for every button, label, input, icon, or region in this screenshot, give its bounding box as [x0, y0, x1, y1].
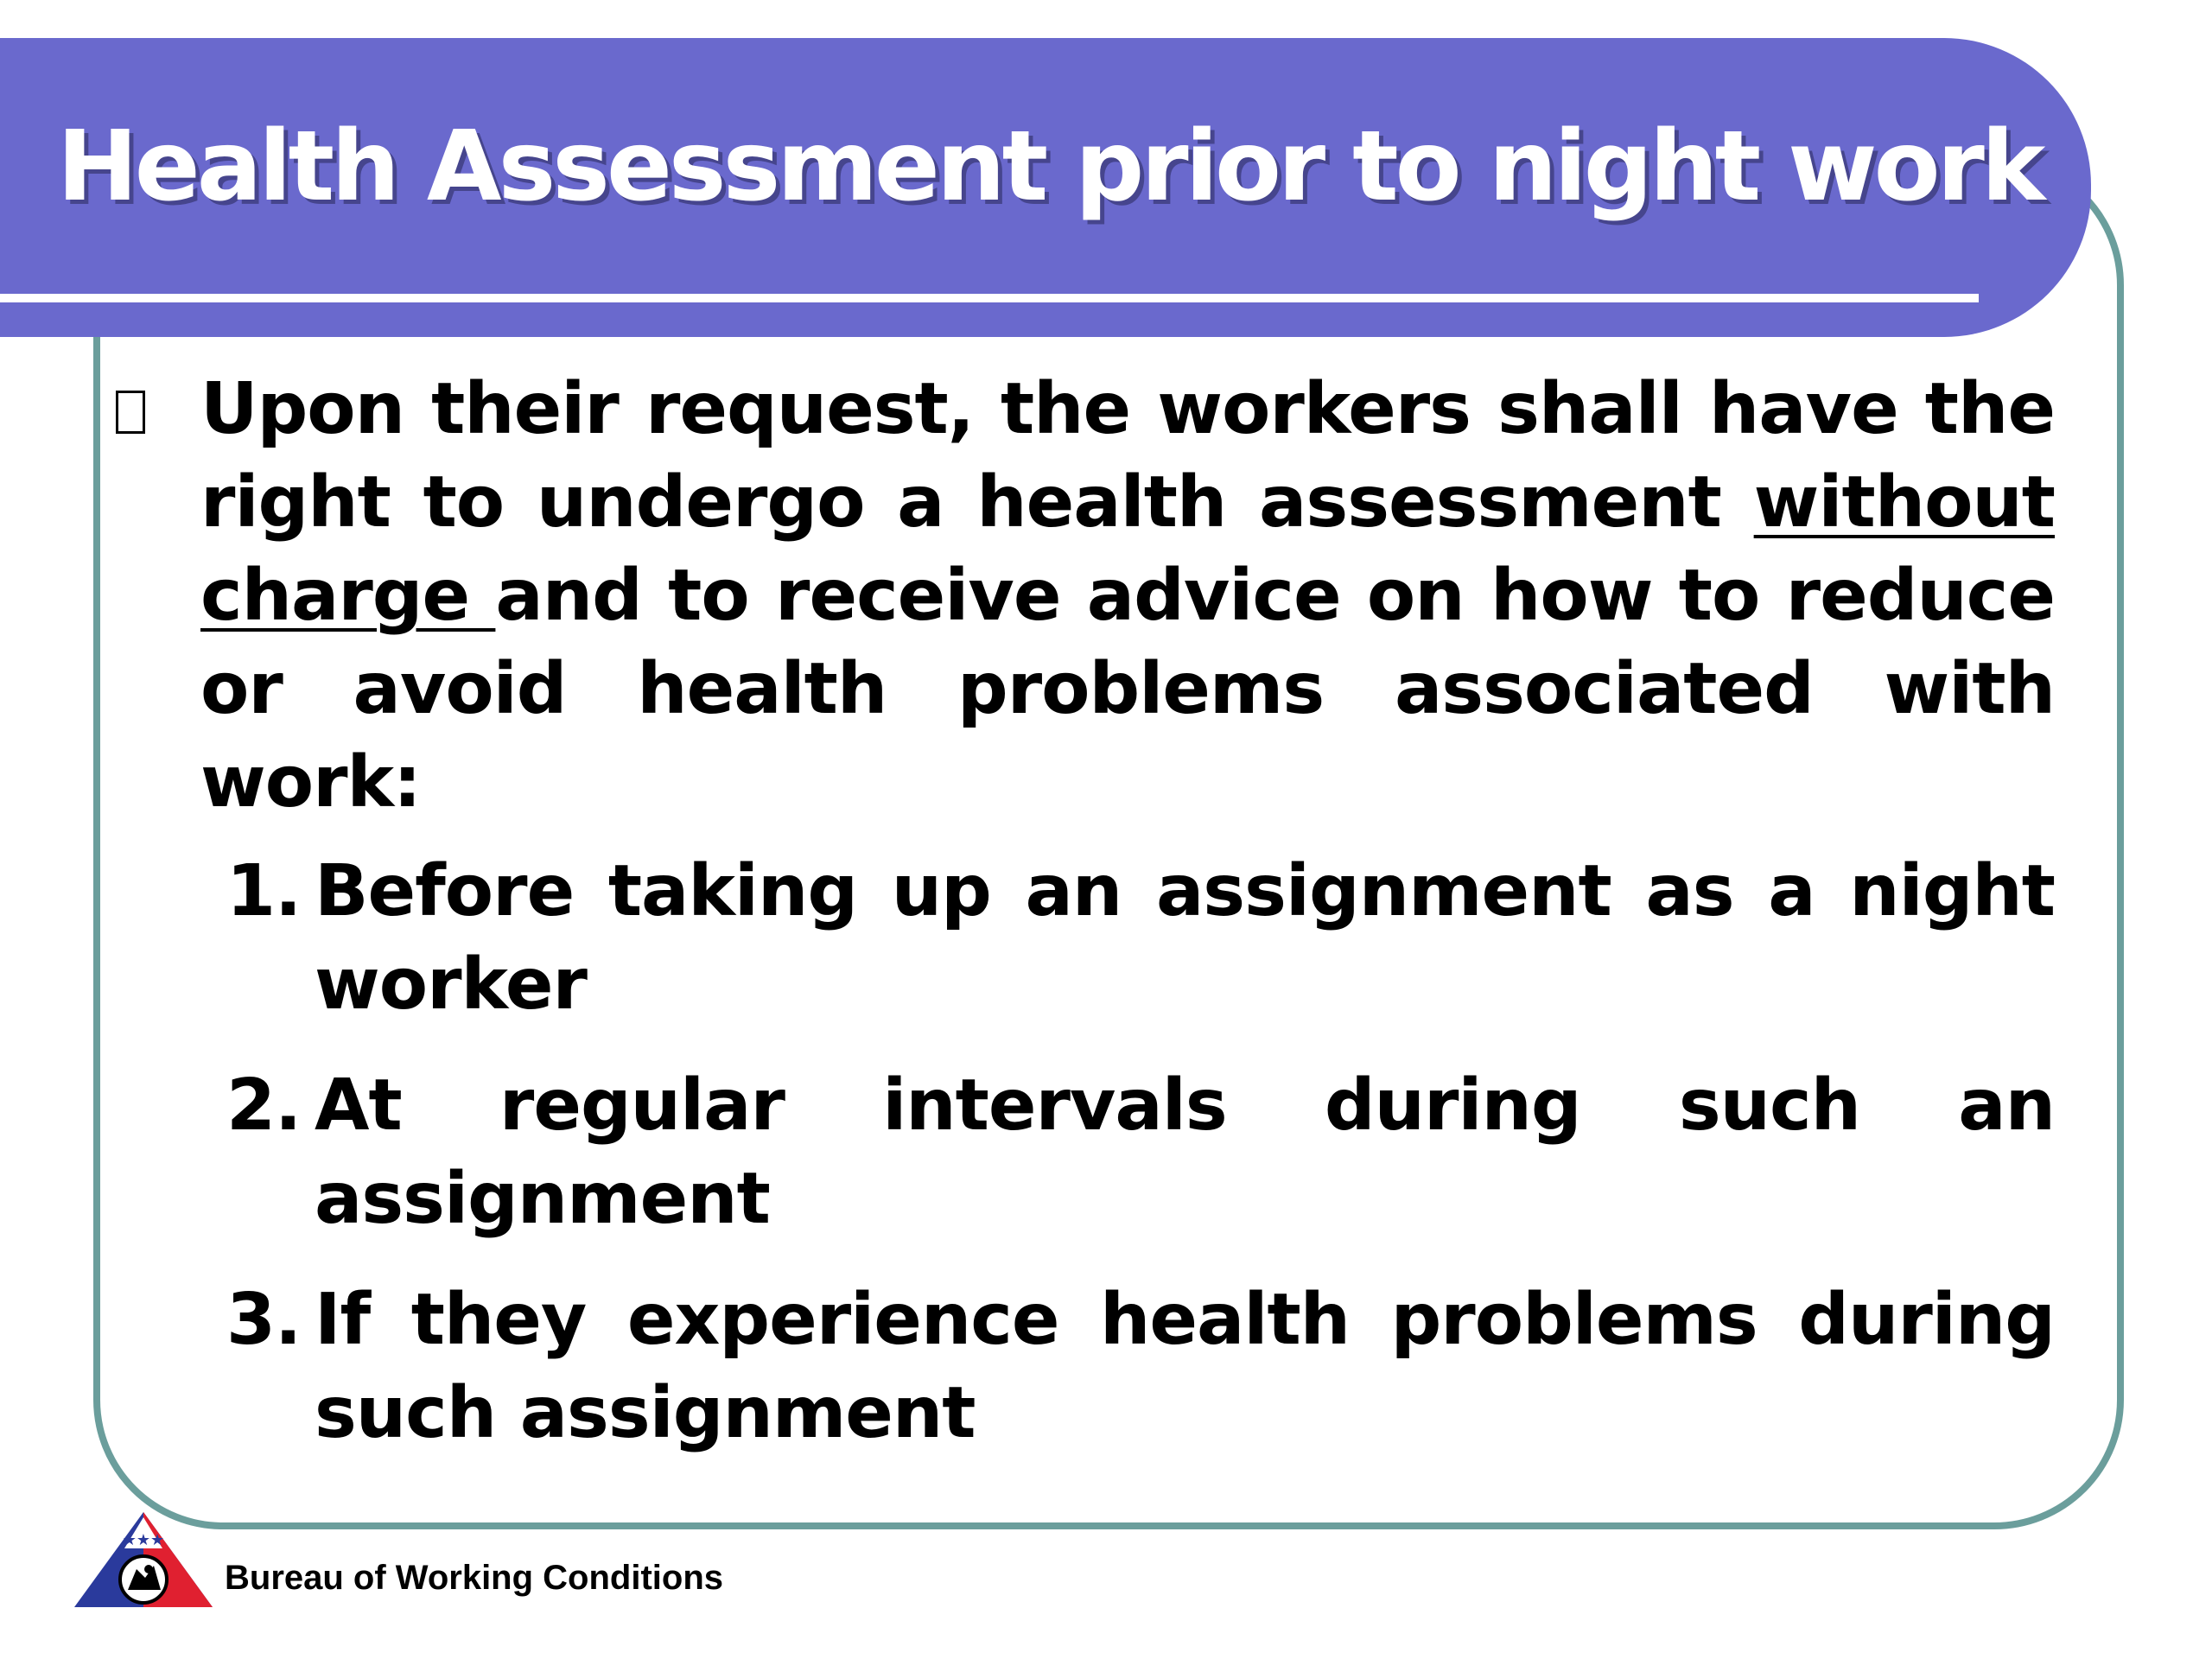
- bullet-text: [200, 363, 2055, 830]
- bullet-point: [111, 363, 2055, 830]
- footer-organization: Bureau of Working Conditions: [225, 1559, 724, 1597]
- list-item-number: 3.: [226, 1279, 302, 1361]
- list-item-text: Before taking up an assignment as a night worker: [315, 850, 2055, 1026]
- title-divider: [0, 294, 1979, 302]
- list-item: [111, 1274, 2055, 1460]
- slide-body: [111, 363, 2055, 1488]
- bullet-text-part2: and to receive advice on how to reduce or avoid health problems associated with work:: [200, 555, 2055, 823]
- footer: [74, 1509, 852, 1612]
- numbered-list: [111, 845, 2055, 1460]
- list-item-text: If they experience health problems during such assignment: [315, 1279, 2055, 1454]
- svg-text:★★★: ★★★: [122, 1531, 165, 1549]
- list-item: [111, 845, 2055, 1032]
- list-item-number: 1.: [226, 850, 302, 932]
- bullet-text-part1: Upon their request, the workers shall have the right to undergo a health assessment: [200, 368, 2055, 543]
- square-bullet-icon: [116, 391, 145, 434]
- list-item-number: 2.: [226, 1065, 302, 1147]
- bullet-text-underlined: without charge: [200, 461, 2055, 637]
- list-item: [111, 1059, 2055, 1246]
- dole-logo-icon: [74, 1509, 221, 1612]
- slide-title: Health Assessment prior to night work: [57, 111, 2043, 223]
- list-item-text: At regular intervals during such an assignment: [315, 1065, 2055, 1240]
